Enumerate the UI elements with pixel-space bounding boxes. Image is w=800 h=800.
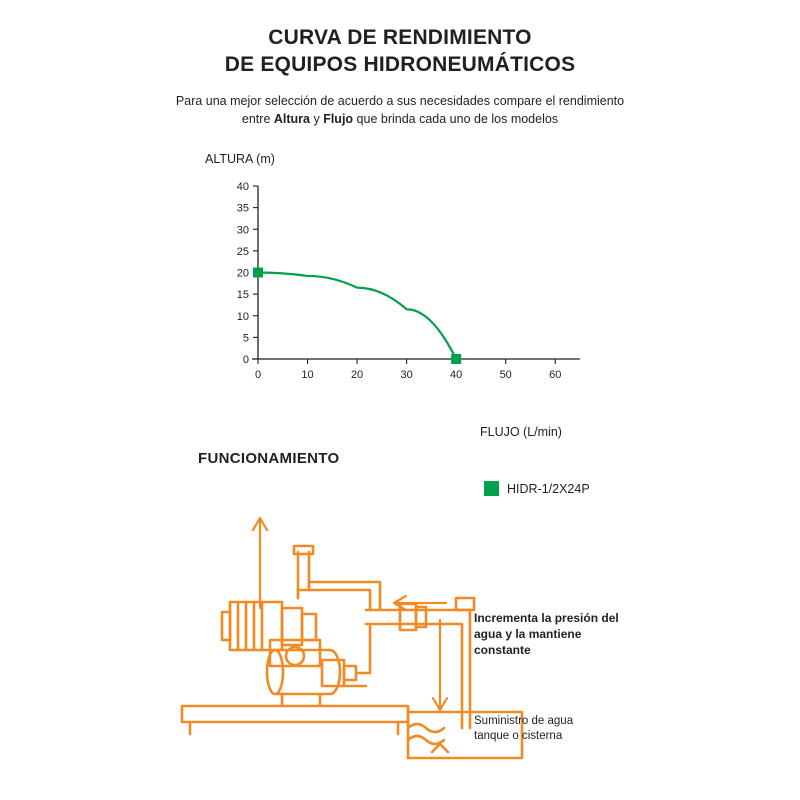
subtitle-bold-altura: Altura (273, 112, 310, 126)
subtitle-text-1: Para una mejor selección de acuerdo a sus necesidades compare el rendimiento entre (175, 94, 625, 126)
svg-text:60: 60 (549, 369, 562, 381)
chart-svg (226, 180, 586, 395)
subtitle-text-3: que brinda cada uno de los modelos (353, 112, 559, 126)
svg-text:50: 50 (499, 369, 512, 381)
chart-plot-area (226, 180, 586, 390)
callout-water-supply-line-2: tanque o cisterna (474, 730, 563, 742)
callout-water-supply (474, 714, 634, 744)
svg-text:0: 0 (254, 369, 262, 381)
svg-text:40: 40 (236, 181, 249, 193)
svg-text:30: 30 (400, 369, 413, 381)
svg-text:15: 15 (236, 289, 249, 302)
svg-text:30: 30 (236, 224, 249, 237)
svg-text:10: 10 (236, 310, 249, 323)
outlet-arrow-icon (253, 518, 267, 608)
svg-text:35: 35 (236, 202, 249, 215)
subtitle-text-2: y (310, 112, 324, 126)
page-title (0, 24, 800, 78)
funcionamiento-heading: FUNCIONAMIENTO (198, 450, 340, 467)
page-title-line-2: DE EQUIPOS HIDRONEUMÁTICOS (224, 53, 576, 76)
page-subtitle (170, 92, 630, 128)
svg-text:10: 10 (301, 369, 314, 381)
page-title-line-1: CURVA DE RENDIMIENTO (268, 26, 532, 49)
subtitle-bold-flujo: Flujo (323, 112, 354, 126)
svg-text:20: 20 (236, 267, 249, 280)
callout-pressure: Incrementa la presión del agua y la mantiene constante (474, 611, 619, 657)
svg-text:5: 5 (242, 332, 249, 345)
svg-text:0: 0 (242, 354, 249, 366)
y-axis-label: ALTURA (m) (205, 152, 275, 166)
svg-text:40: 40 (450, 369, 463, 381)
callout-water-supply-line-1: Suministro de agua (474, 715, 574, 727)
performance-chart (0, 140, 800, 450)
svg-text:25: 25 (236, 245, 249, 258)
x-axis-label: FLUJO (L/min) (480, 425, 562, 439)
legend-label: HIDR-1/2X24P (507, 481, 590, 496)
callout-arrow-icon (433, 620, 447, 710)
svg-text:20: 20 (350, 369, 364, 381)
